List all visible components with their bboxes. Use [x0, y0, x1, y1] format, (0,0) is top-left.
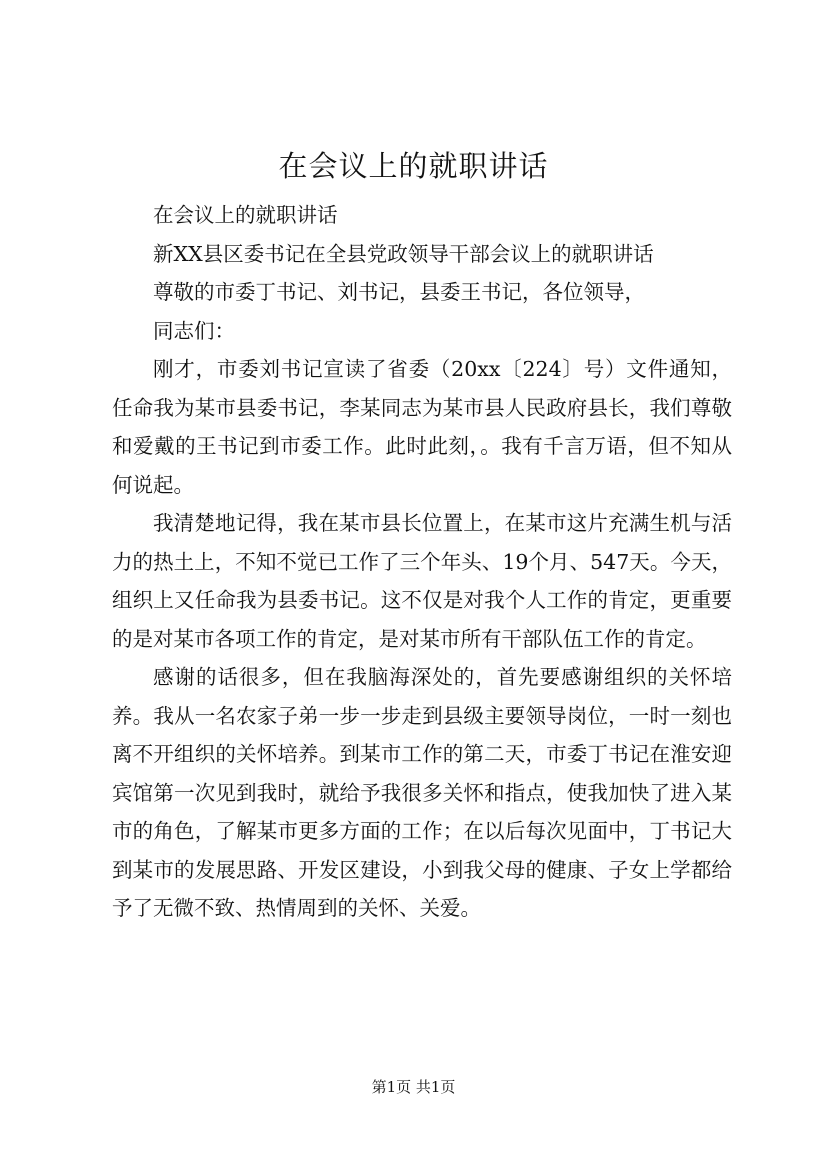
paragraph-appointment: 刚才，市委刘书记宣读了省委（20xx〔224〕号）文件通知，任命我为某市县委书记，李某同志为某市县人民政府县长，我们尊敬和爱戴的王书记到市委工作。此时此刻，。我有千言万语，但不知从何说起。 — [112, 357, 732, 497]
paragraph-salutation: 尊敬的市委丁书记、刘书记，县委王书记，各位领导， — [153, 280, 645, 304]
paragraph-comrades: 同志们： — [153, 318, 235, 343]
document-title: 在会议上的就职讲话 — [278, 149, 549, 183]
document-body — [112, 196, 732, 928]
page-footer: 第1页 共1页 — [371, 1078, 456, 1096]
paragraph-heading: 新XX县区委书记在全县党政领导干部会议上的就职讲话 — [153, 241, 654, 266]
paragraph-memory: 我清楚地记得，我在某市县长位置上，在某市这片充满生机与活力的热土上，不知不觉已工作了三个年头、19个月、547天。今天，组织上又任命我为县委书记。这不仅是对我个人工作的肯定，更重要的是对某市各项工作的肯定，是对某市所有干部队伍工作的肯定。 — [112, 511, 732, 651]
paragraph-subtitle: 在会议上的就职讲话 — [153, 203, 338, 227]
paragraph-gratitude: 感谢的话很多，但在我脑海深处的，首先要感谢组织的关怀培养。我从一名农家子弟一步一步走到县级主要领导岗位，一时一刻也离不开组织的关怀培养。到某市工作的第二天，市委丁书记在淮安迎宾馆第一次见到我时，就给予我很多关怀和指点，使我加快了进入某市的角色，了解某市更多方面的工作；在以后每次见面中，丁书记大到某市的发展思路、开发区建设，小到我父母的健康、子女上学都给予了无微不致、热情周到的关怀、关爱。 — [112, 665, 732, 920]
